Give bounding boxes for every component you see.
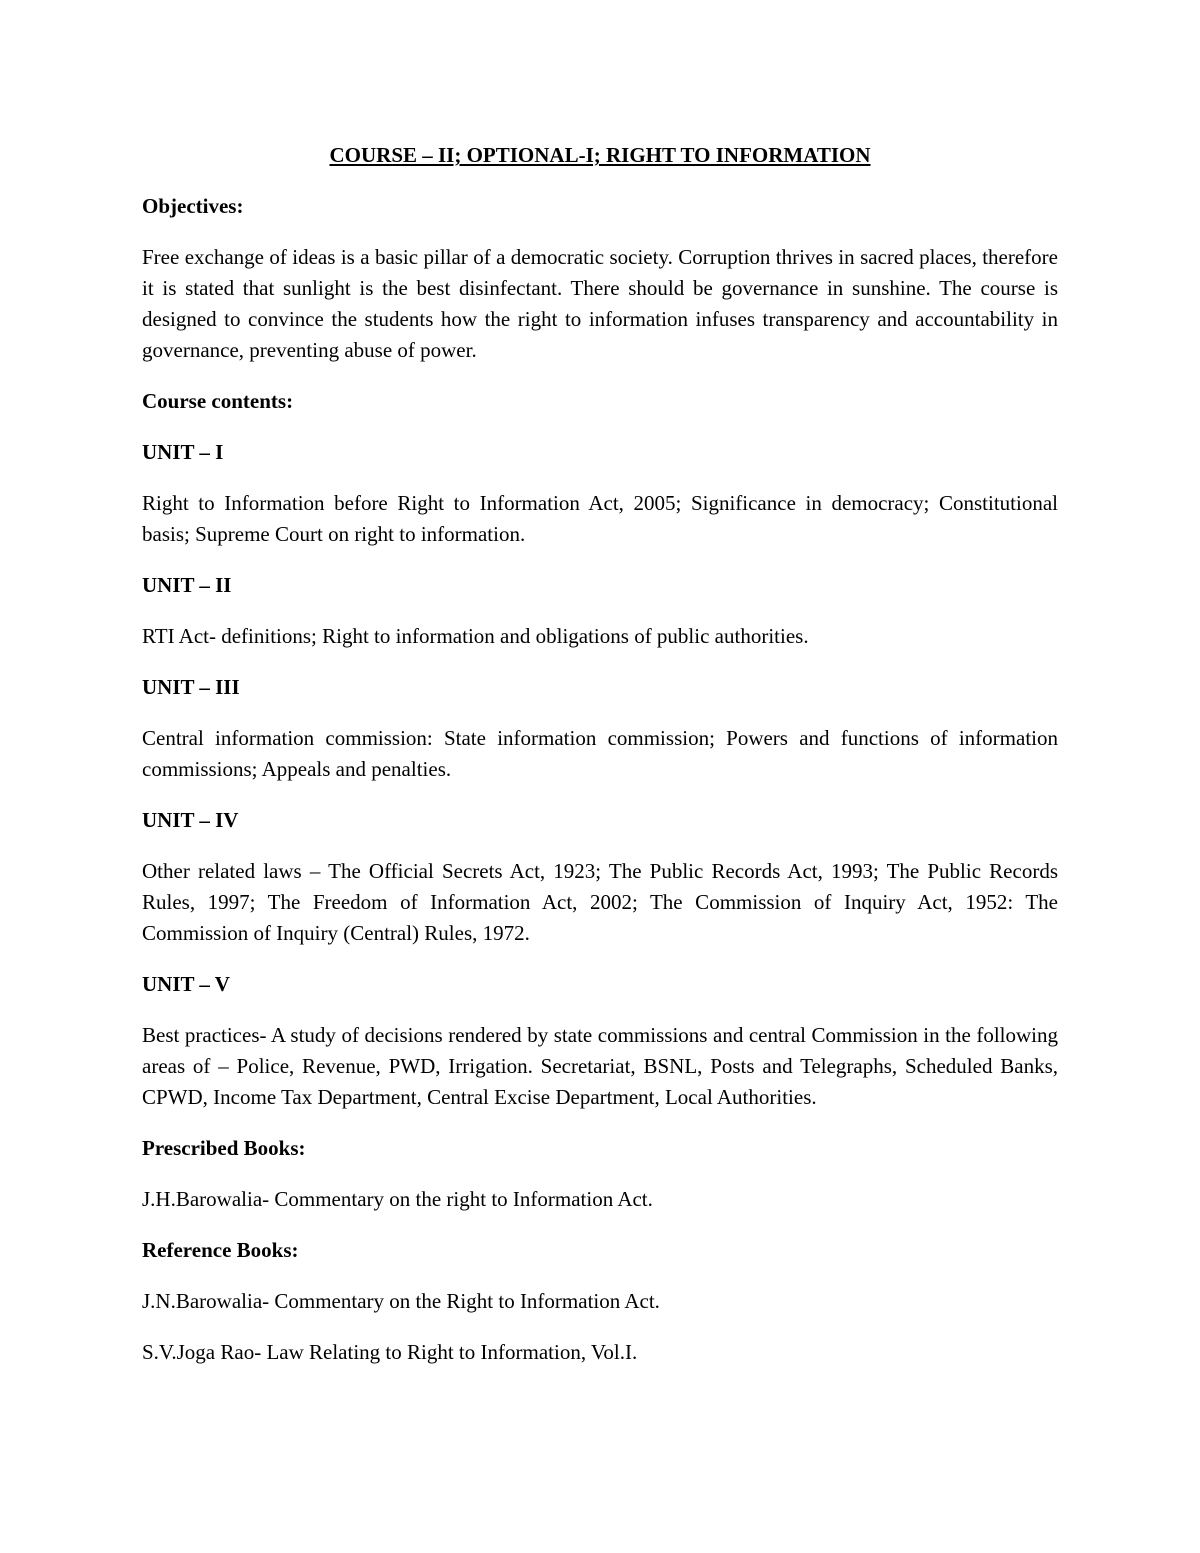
reference-book-item: J.N.Barowalia- Commentary on the Right to Information Act. <box>142 1289 660 1313</box>
unit-2-text: RTI Act- definitions; Right to information and obligations of public authorities. <box>142 624 809 648</box>
unit-5-text: Best practices- A study of decisions rendered by state commissions and central Commission in the following areas of – Police, Revenue, PWD, Irrigation. Secretariat, BSNL, Posts and Telegraphs, Scheduled Banks, CPWD, Income Tax Department, Central Excise Department, Local Authorities. <box>142 1023 1058 1109</box>
reference-books-heading: Reference Books: <box>142 1238 299 1262</box>
unit-1-heading: UNIT – I <box>142 440 224 464</box>
unit-1-text: Right to Information before Right to Information Act, 2005; Significance in democracy; Constitutional basis; Supreme Court on right to information. <box>142 491 1058 546</box>
unit-5-heading: UNIT – V <box>142 972 230 996</box>
unit-4-text: Other related laws – The Official Secrets Act, 1923; The Public Records Act, 1993; The Public Records Rules, 1997; The Freedom of Information Act, 2002; The Commission of Inquiry Act, 1952: The Commission of Inquiry (Central) Rules, 1972. <box>142 859 1058 945</box>
reference-book-item: S.V.Joga Rao- Law Relating to Right to Information, Vol.I. <box>142 1340 638 1364</box>
document-title: COURSE – II; OPTIONAL-I; RIGHT TO INFORMATION <box>329 143 871 167</box>
unit-3-heading: UNIT – III <box>142 675 240 699</box>
unit-2-heading: UNIT – II <box>142 573 232 597</box>
document-page <box>142 140 1058 1388</box>
course-contents-heading: Course contents: <box>142 389 294 413</box>
prescribed-books-heading: Prescribed Books: <box>142 1136 306 1160</box>
objectives-heading: Objectives: <box>142 194 244 218</box>
unit-4-heading: UNIT – IV <box>142 808 239 832</box>
unit-3-text: Central information commission: State information commission; Powers and functions of information commissions; Appeals and penalties. <box>142 726 1058 781</box>
objectives-paragraph: Free exchange of ideas is a basic pillar of a democratic society. Corruption thrives in sacred places, therefore it is stated that sunlight is the best disinfectant. There should be governance in sunshine. The course is designed to convince the students how the right to information infuses transparency and accountability in governance, preventing abuse of power. <box>142 245 1058 362</box>
prescribed-book-item: J.H.Barowalia- Commentary on the right to Information Act. <box>142 1187 653 1211</box>
